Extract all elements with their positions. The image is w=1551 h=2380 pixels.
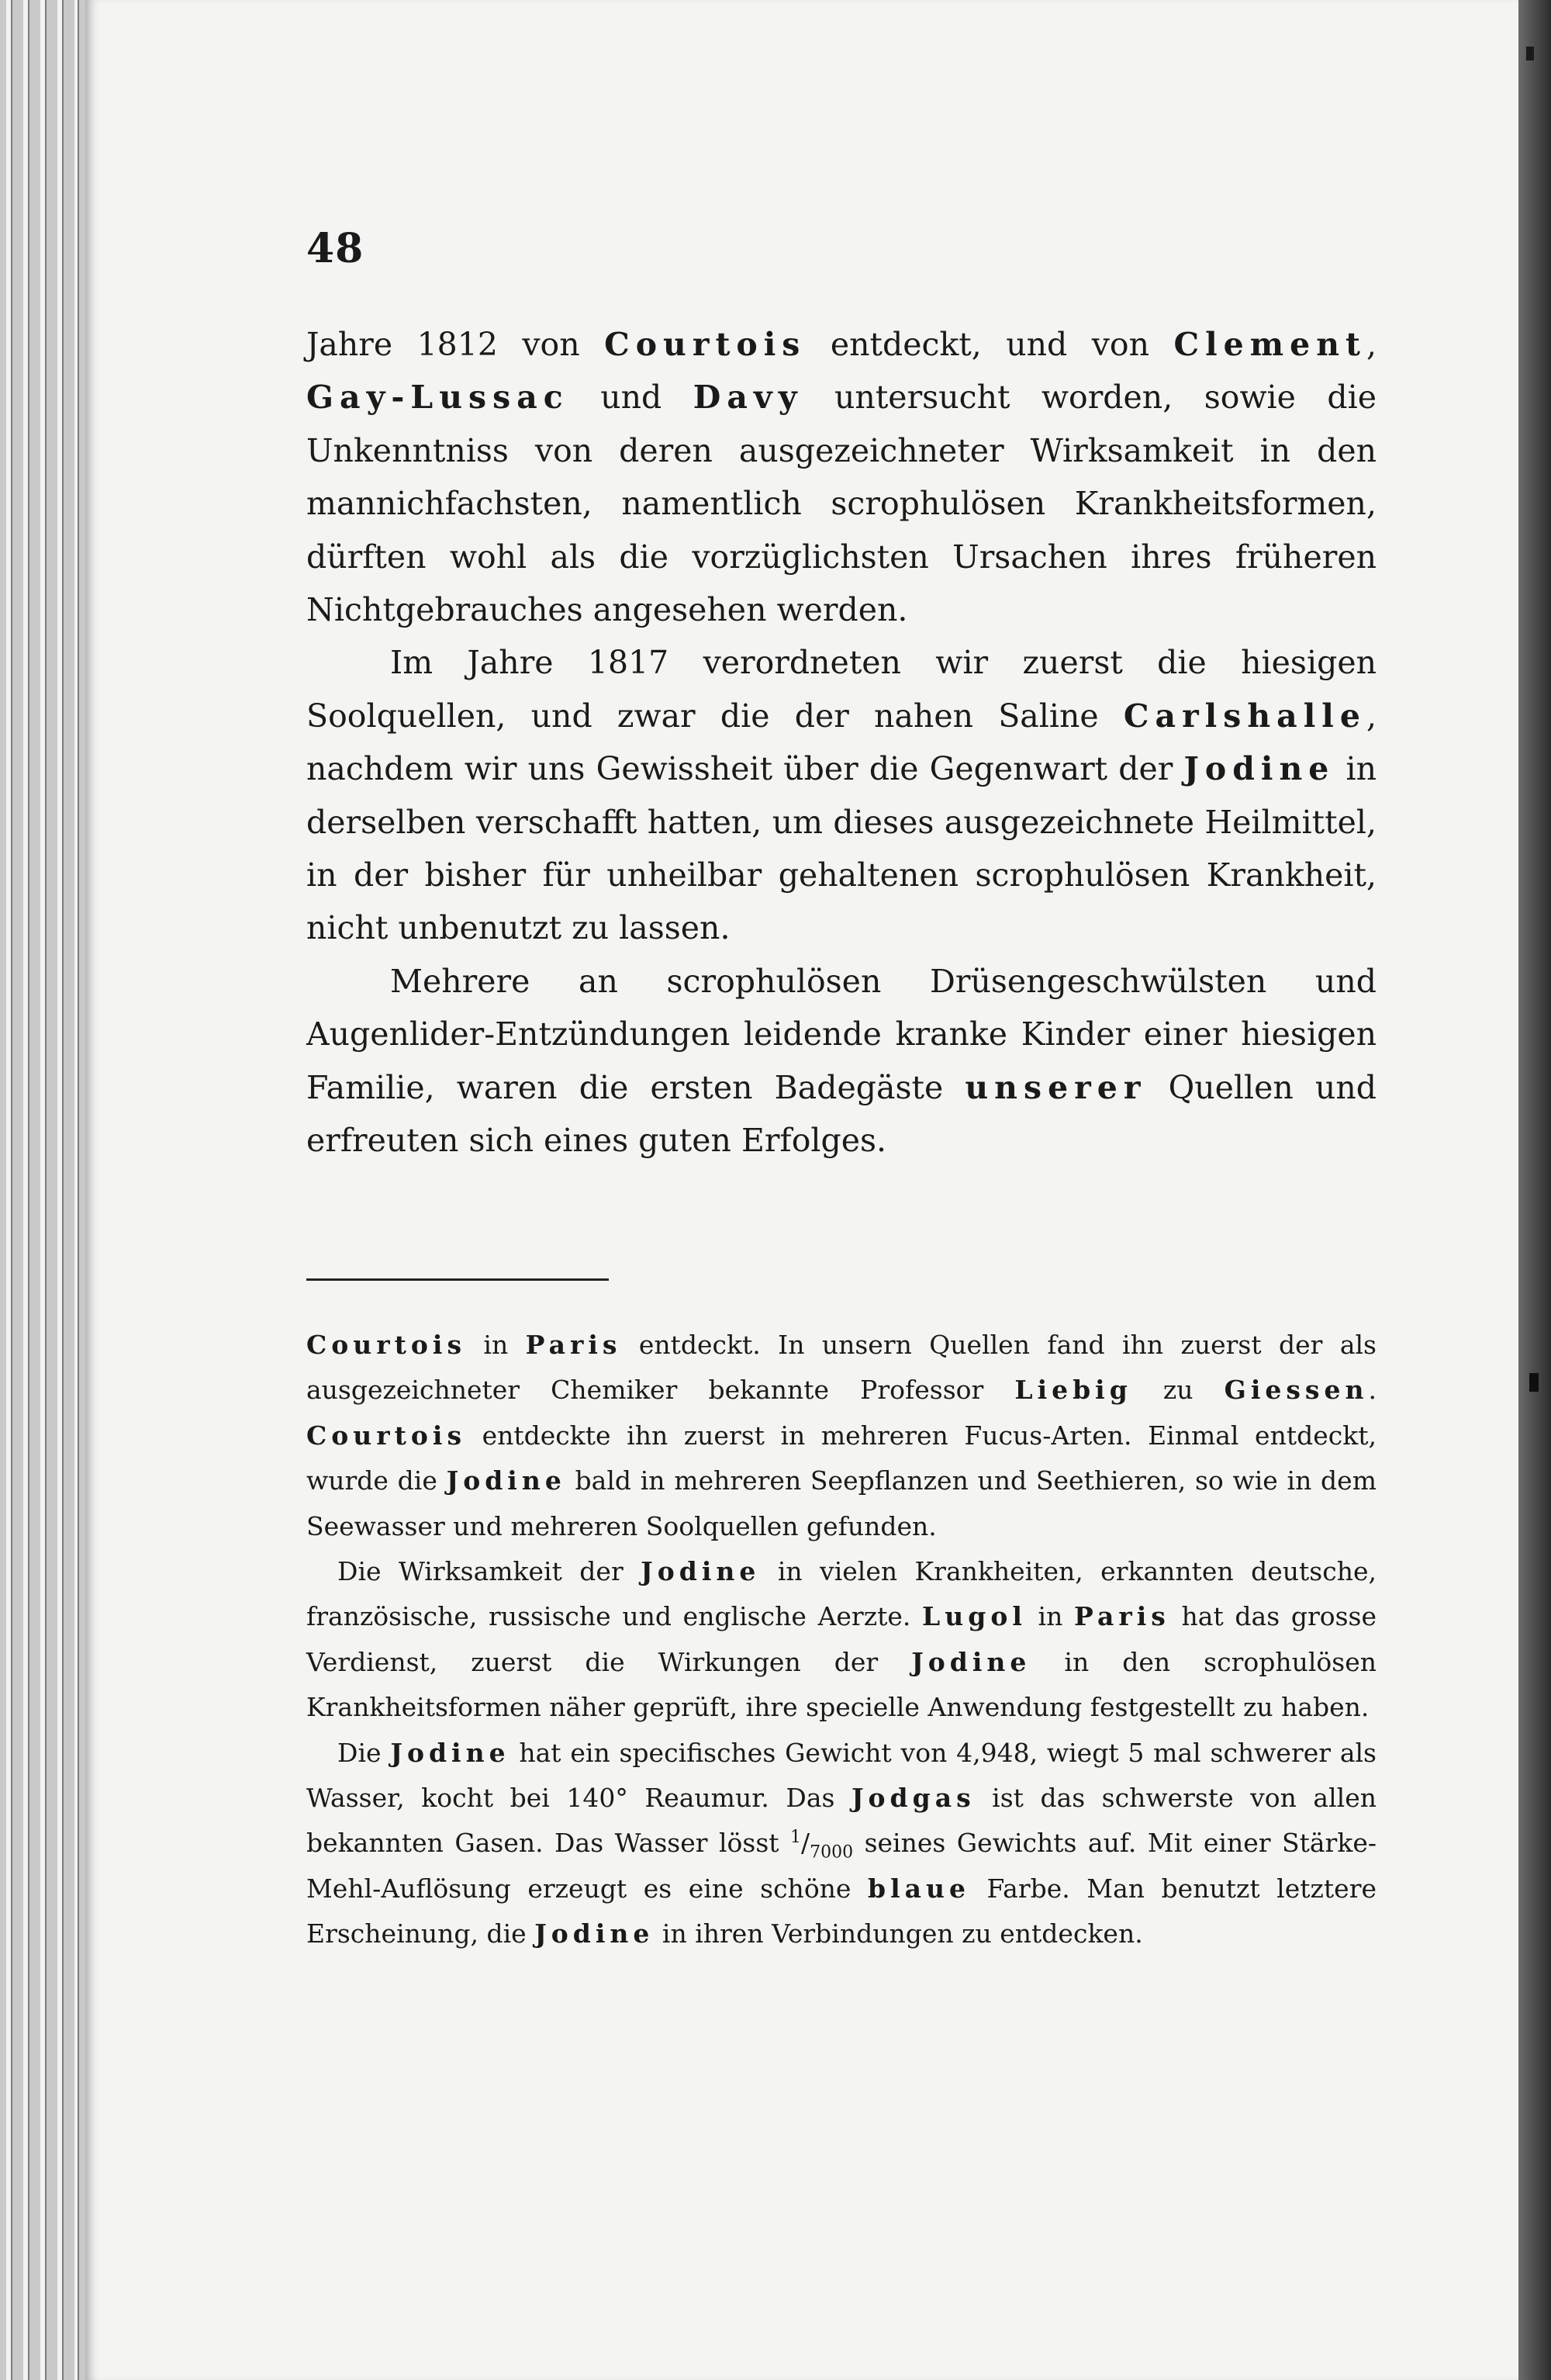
footnote-paragraph: Die Jodine hat ein specifisches Gewicht von 4,948, wiegt 5 mal schwerer als Wasser, kocht bei 140° Reaumur. Das Jodgas ist das schwerste von allen bekannten Gasen. Das Wasser lösst $^1/_{7000}$ seines Gewichts auf. Mit einer Stärke-Mehl-Auflösung erzeugt es eine schöne blaue Farbe. Man benutzt letztere Erscheinung, die Jodine in ihren Verbindungen zu entdecken. <box>306 1737 1377 1949</box>
name-davy: Davy <box>693 379 803 417</box>
emphasis-unserer: unserer <box>965 1068 1147 1106</box>
term-jodine: Jodine <box>1183 750 1335 788</box>
name-gay-lussac: Gay-Lussac <box>306 379 569 417</box>
name-courtois: Courtois <box>604 326 807 363</box>
binding-edge <box>1518 0 1551 2380</box>
footnote-divider <box>306 1278 609 1281</box>
page-stack-edge <box>57 0 64 2380</box>
ink-mark <box>1526 47 1534 61</box>
page-stack-edge <box>23 0 29 2380</box>
footnote-paragraph: Die Wirksamkeit der Jodine in vielen Krankheiten, erkannten deutsche, französische, russische und englische Aerzte. Lugol in Paris hat das grosse Verdienst, zuerst die Wirkungen der Jodine in den scrophulösen Krankheitsformen näher geprüft, ihre specielle Anwendung festgestellt zu haben. <box>306 1556 1377 1723</box>
ink-mark <box>1529 1373 1539 1392</box>
footnote-paragraph: Courtois in Paris entdeckt. In unsern Quellen fand ihn zuerst der als ausgezeichneter Chemiker bekannte Professor Liebig zu Giessen. Courtois entdeckte ihn zuerst in mehreren Fucus-Arten. Einmal entdeckt, wurde die Jodine bald in mehreren Seepflanzen und Seethieren, so wie in dem Seewasser und mehreren Soolquellen gefunden. <box>306 1330 1377 1541</box>
name-carlshalle: Carlshalle <box>1123 697 1366 735</box>
page-stack-edge <box>40 0 47 2380</box>
body-text <box>306 318 1377 1168</box>
page-number: 48 <box>306 225 364 272</box>
page-stack-edge <box>6 0 12 2380</box>
name-clement: Clement <box>1173 326 1366 363</box>
footnotes <box>306 1323 1377 1957</box>
page-stack-edge <box>74 0 79 2380</box>
paragraph: Mehrere an scrophulösen Drüsengeschwülsten und Augenlider-Entzündungen leidende kranke Kinder einer hiesigen Familie, waren die ersten Badegäste unserer Quellen und erfreuten sich eines guten Erfolges. <box>306 962 1377 1160</box>
paragraph: Im Jahre 1817 verordneten wir zuerst die hiesigen Soolquellen, und zwar die der nahen Saline Carlshalle, nachdem wir uns Gewissheit über die Gegenwart der Jodine in derselben verschafft hatten, um dieses ausgezeichnete Heilmittel, in der bisher für unheilbar gehaltenen scrophulösen Krankheit, nicht unbenutzt zu lassen. <box>306 644 1377 947</box>
paragraph: Jahre 1812 von Courtois entdeckt, und von Clement, Gay-Lussac und Davy untersucht worden, sowie die Unkenntniss von deren ausgezeichneter Wirksamkeit in den mannichfachsten, namentlich scrophulösen Krankheitsformen, dürften wohl als die vorzüglichsten Ursachen ihres früheren Nichtgebrauches angesehen werden. <box>306 326 1377 629</box>
